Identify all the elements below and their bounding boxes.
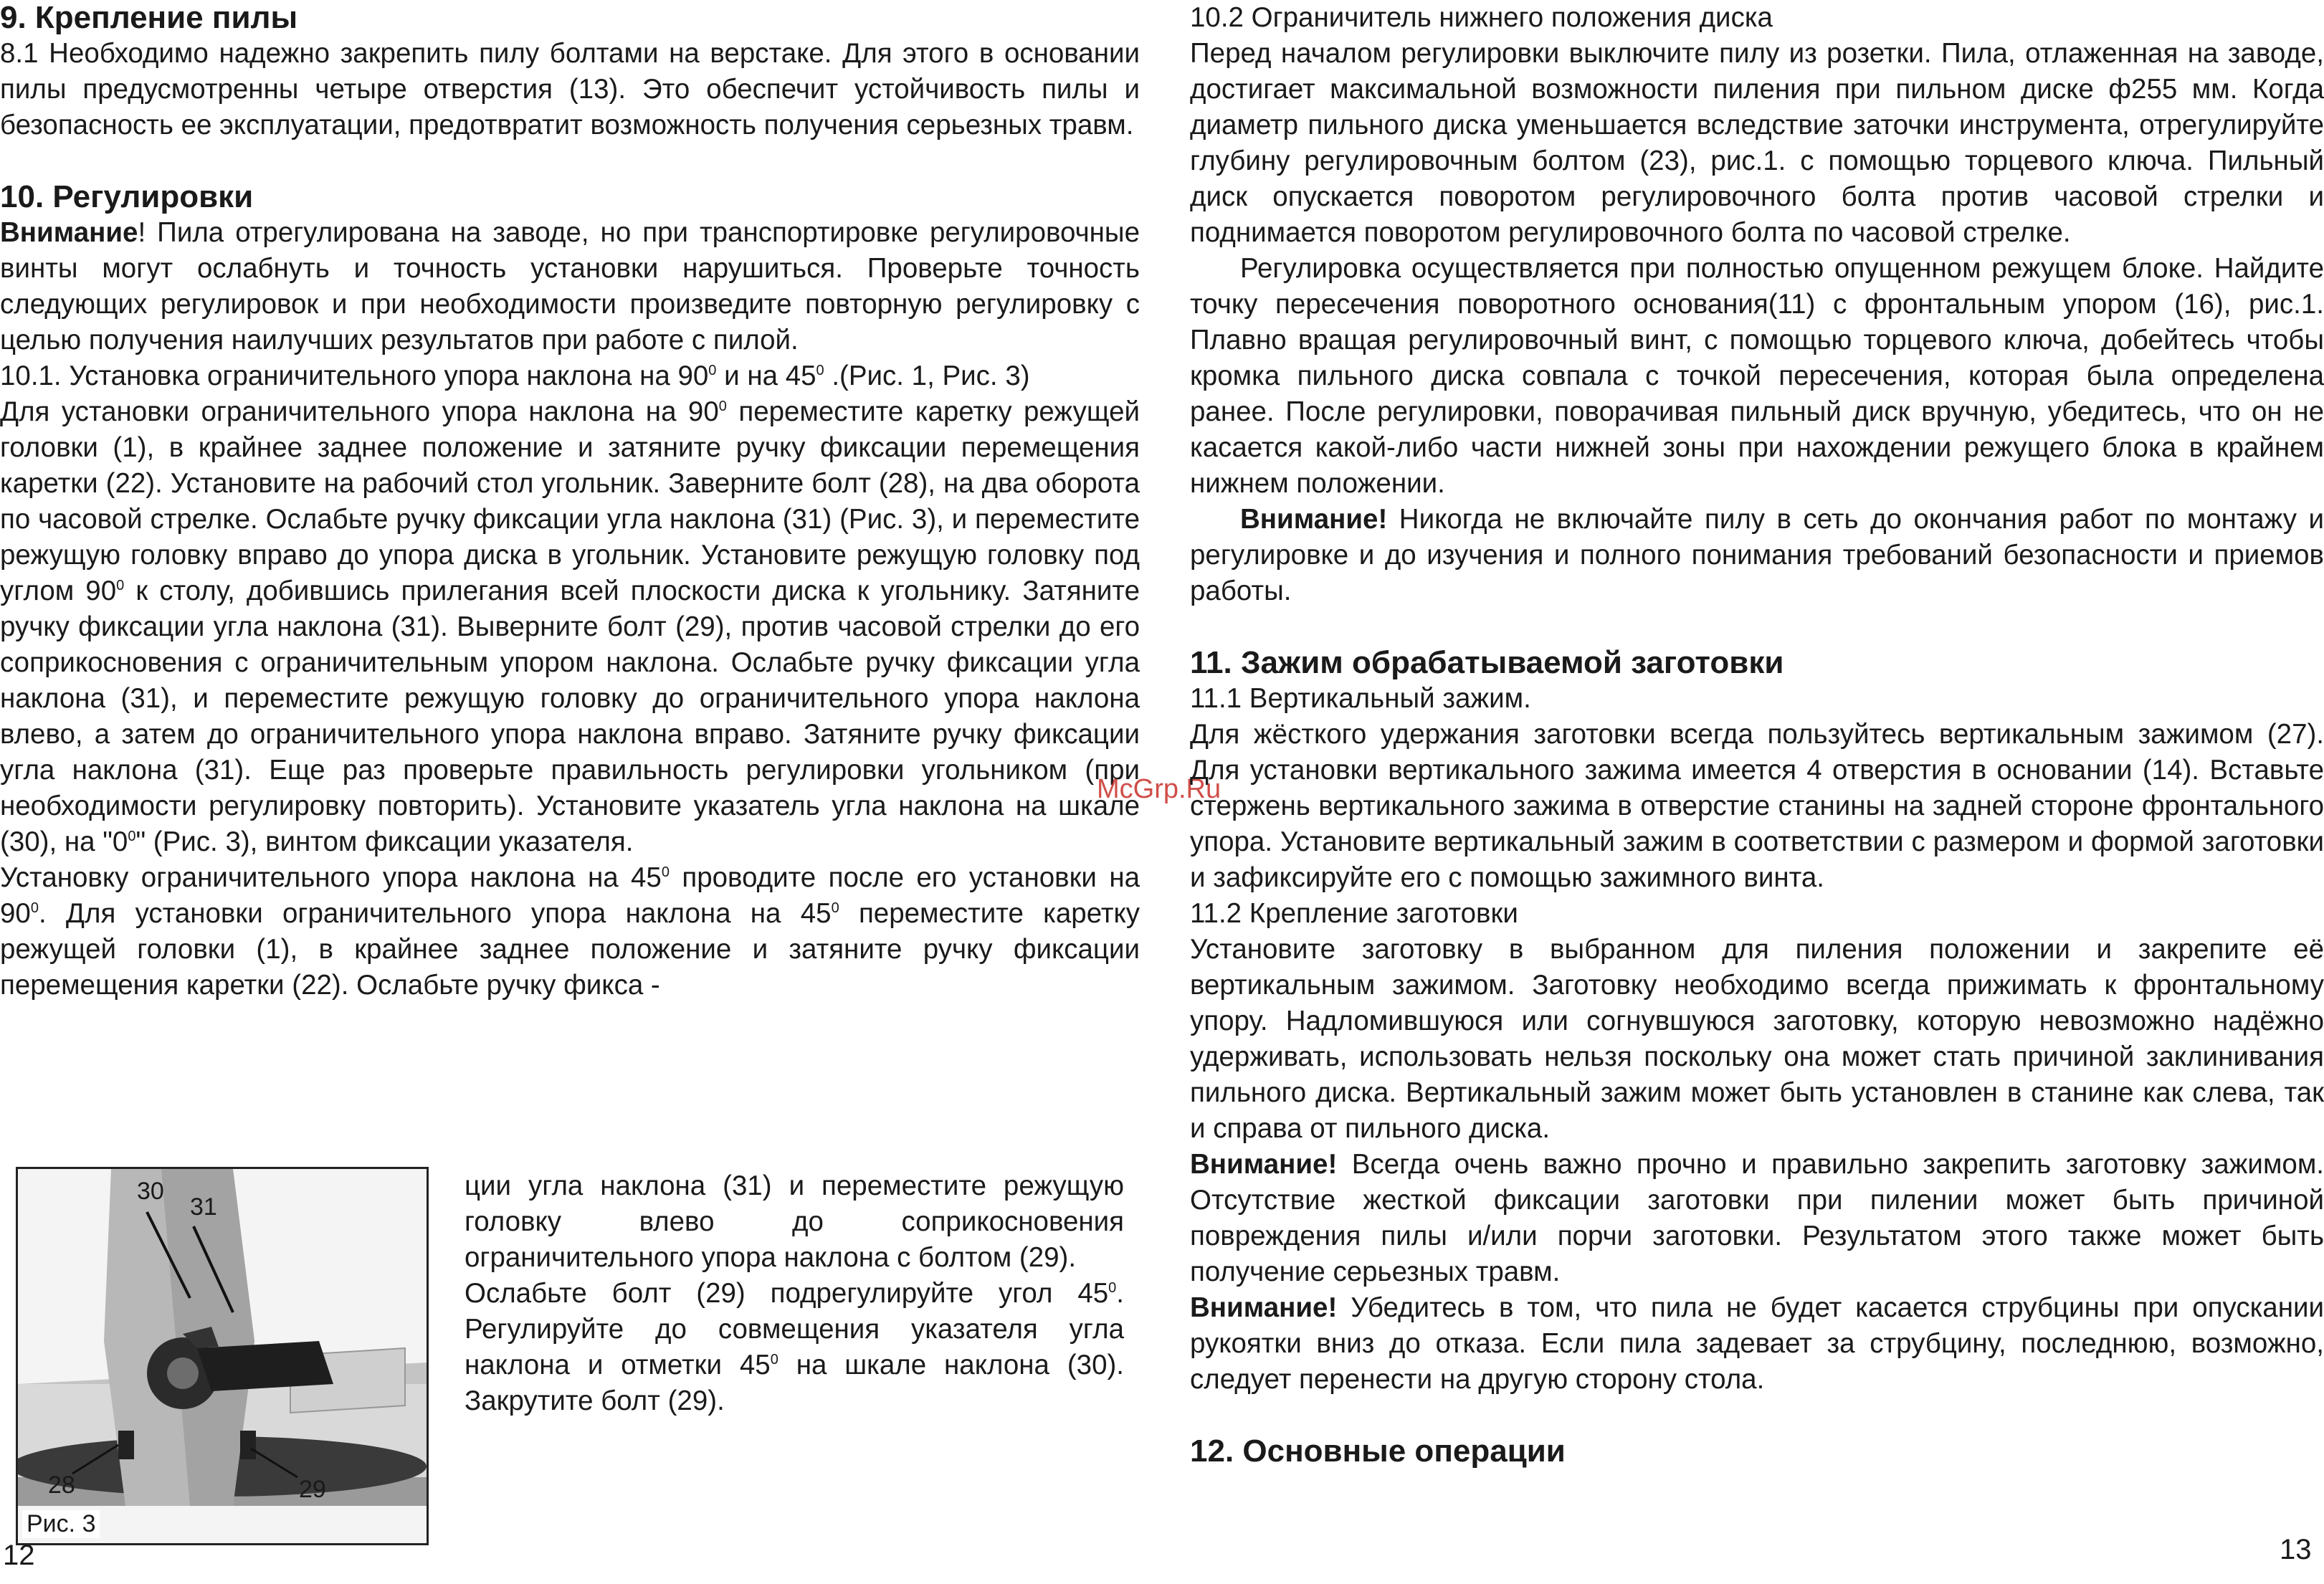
figure-label-31: 31 xyxy=(190,1193,217,1221)
right-page-column xyxy=(1190,0,2324,1469)
text-run: " (Рис. 3), винтом фиксации указателя. xyxy=(135,826,634,857)
section-10-1-heading xyxy=(0,358,1140,394)
saw-bevel-illustration xyxy=(18,1169,427,1543)
text-run: переместите каретку режущей головки (1), в крайнее заднее положение и затяните ручку фиксации перемещения каретки (22). Установите на рабочий стол угольник. Заверните болт (28), на два оборота по часовой стрелке. Ослабьте ручку фиксации угла наклона (31) (Рис. 3), и переместите режущую головку вправо до упора диска в угольник. Установите режущую головку под углом 90 xyxy=(0,396,1140,606)
figure-side-text xyxy=(465,1168,1124,1419)
section-11-warning-2 xyxy=(1190,1290,2324,1398)
text-run: . Регулируйте до совмещения указателя угла наклона и отметки 45 xyxy=(465,1278,1124,1380)
section-11-title: 11. Зажим обрабатываемой заготовки xyxy=(1190,645,1784,680)
section-12-title: 12. Основные операции xyxy=(1190,1433,1566,1469)
degree-mark: 0 xyxy=(116,578,125,593)
warning-label: Внимание xyxy=(0,217,138,248)
section-10-2-paragraph-2: Регулировка осуществляется при полностью опущенном режущем блоке. Найдите точку пересечения поворотного основания(11) с фронтальным упором (16), рис.1. Плавно вращая регулировочный винт, с помощью торцевого ключа, добейтесь чтобы кромка пильного диска совпала с точкой пересечения, которая была определена ранее. После регулировки, поворачивая пильный диск вручную, убедитесь, что он не касается какой-либо части нижней зоны при нахождении режущего блока в крайнем нижнем положении. xyxy=(1190,253,2324,499)
degree-mark: 0 xyxy=(30,900,39,916)
text-run: и на 45 xyxy=(716,361,816,391)
figure-label-29: 29 xyxy=(299,1476,326,1503)
degree-mark: 0 xyxy=(661,864,670,880)
text-run: 10.1. Установка ограничительного упора наклона на 90 xyxy=(0,361,709,391)
text-run: Установку ограничительного упора наклона на 45 xyxy=(0,862,662,893)
page-number-right: 13 xyxy=(2280,1534,2312,1565)
section-10-1-paragraph xyxy=(0,394,1140,860)
section-11-warning-1 xyxy=(1190,1147,2324,1290)
text-run: . Для установки ограничительного упора наклона на 45 xyxy=(38,898,832,929)
section-10-2-title: 10.2 Ограничитель нижнего положения диска xyxy=(1190,2,1773,33)
warning-text: Убедитесь в том, что пила не будет касается струбцины при опускании рукоятки вниз до отказа. Если пила задевает за струбцину, последнюю, возможно, следует перенести на другую сторону стола. xyxy=(1190,1292,2324,1395)
degree-mark: 0 xyxy=(770,1352,778,1368)
watermark: McGrp.Ru xyxy=(1097,774,1221,804)
section-11-2-paragraph: Установите заготовку в выбранном для пиления положении и закрепите её вертикальным зажимом. Заготовку необходимо всегда прижимать к фронтальному упору. Надломившуюся или согнувшуюся заготовку, которую невозможно надёжно удерживать, использовать нельзя поскольку она может стать причиной заклинивания пильного диска. Вертикальный зажим может быть установлен в станине как слева, так и справа от пильного диска. xyxy=(1190,934,2324,1144)
degree-mark: 0 xyxy=(816,363,824,378)
text-run: на шкале наклона (30). Закрутите болт (29). xyxy=(465,1350,1124,1416)
section-11-2-title: 11.2 Крепление заготовки xyxy=(1190,898,1518,929)
figure-side-paragraph-1: ции угла наклона (31) и переместите режущую головку влево до соприкосновения ограничительного упора наклона с болтом (29). xyxy=(465,1170,1124,1273)
warning-text: Всегда очень важно прочно и правильно закрепить заготовку зажимом. Отсутствие жесткой фиксации заготовки при пилении может быть причиной повреждения пилы и/или порчи заготовки. Результатом этого также может быть получение серьезных травм. xyxy=(1190,1149,2324,1287)
text-run: проводите после его установки на 90 xyxy=(0,862,1140,929)
degree-mark: 0 xyxy=(128,829,136,844)
section-9-paragraph: 8.1 Необходимо надежно закрепить пилу болтами на верстаке. Для этого в основании пилы предусмотренны четыре отверстия (13). Это обеспечит устойчивость пилы и безопасность ее эксплуатации, предотвратит возможность получения серьезных травм. xyxy=(0,38,1140,140)
section-11-1-title: 11.1 Вертикальный зажим. xyxy=(1190,683,1531,714)
warning-text: ! Пила отрегулирована на заводе, но при транспортировке регулировочные винты могут ослабнуть и точность установки нарушиться. Проверьте точность следующих регулировок и при необходимости произведите повторную регулировку с целью получения наилучших результатов при работе с пилой. xyxy=(0,217,1140,356)
figure-label-28: 28 xyxy=(48,1471,75,1499)
degree-mark: 0 xyxy=(718,399,727,414)
figure-label-30: 30 xyxy=(137,1178,164,1205)
section-9-title: 9. Крепление пилы xyxy=(0,0,298,35)
section-10-title: 10. Регулировки xyxy=(0,179,254,214)
text-run: .(Рис. 1, Рис. 3) xyxy=(824,361,1030,391)
section-10-warning xyxy=(0,215,1140,358)
section-11-1-paragraph: Для жёсткого удержания заготовки всегда пользуйтесь вертикальным зажимом (27). Для установки вертикального зажима имеется 4 отверстия в основании (14). Вставьте стержень вертикального зажима в отверстие станины на задней стороне фронтального упора. Установите вертикальный зажим в соответствии с размером и формой заготовки и зафиксируйте его с помощью зажимного винта. xyxy=(1190,719,2324,893)
section-10-2-warning xyxy=(1190,502,2324,609)
page-number-left: 12 xyxy=(3,1540,35,1571)
degree-mark: 0 xyxy=(831,900,839,916)
warning-label: Внимание! xyxy=(1190,1292,1338,1323)
text-run: к столу, добившись прилегания всей плоскости диска к угольнику. Затяните ручку фиксации угла наклона (31). Выверните болт (29), против часовой стрелки до его соприкосновения с ограничительным упором наклона. Ослабьте ручку фиксации угла наклона (31), и переместите режущую головку до ограничительного упора наклона влево, а затем до ограничительного упора наклона вправо. Затяните ручку фиксации угла наклона (31). Еще раз проверьте правильность регулировки угольником (при необходимости регулировку повторить). Установите указатель угла наклона на шкале (30), на "0 xyxy=(0,576,1140,857)
warning-label: Внимание! xyxy=(1190,1149,1338,1180)
figure-side-paragraph-2 xyxy=(465,1276,1124,1419)
text-run: Для установки ограничительного упора наклона на 90 xyxy=(0,396,719,427)
text-run: переместите каретку режущей головки (1), в крайнее заднее положение и затяните ручку фиксации перемещения каретки (22). Ослабьте ручку фикса - xyxy=(0,898,1140,1001)
warning-label: Внимание! xyxy=(1240,504,1388,535)
degree-mark: 0 xyxy=(1108,1280,1117,1296)
text-run: Ослабьте болт (29) подрегулируйте угол 45 xyxy=(465,1278,1109,1309)
left-page-column xyxy=(0,0,1140,1003)
section-10-1-paragraph-45 xyxy=(0,860,1140,1003)
warning-text: Никогда не включайте пилу в сеть до окончания работ по монтажу и регулировке и до изучения и полного понимания требований безопасности и приемов работы. xyxy=(1190,504,2324,606)
figure-caption: Рис. 3 xyxy=(22,1510,100,1538)
section-10-2-paragraph-1: Перед началом регулировки выключите пилу из розетки. Пила, отлаженная на заводе, достигает максимальной возможности пиления при пильном диске ф255 мм. Когда диаметр пильного диска уменьшается вследствие заточки инструмента, отрегулируйте глубину регулировочным болтом (23), рис.1. с помощью торцевого ключа. Пильный диск опускается поворотом регулировочного болта против часовой стрелки и поднимается поворотом регулировочного болта по часовой стрелке. xyxy=(1190,38,2324,248)
degree-mark: 0 xyxy=(708,363,717,378)
figure-3-photo xyxy=(16,1167,429,1545)
